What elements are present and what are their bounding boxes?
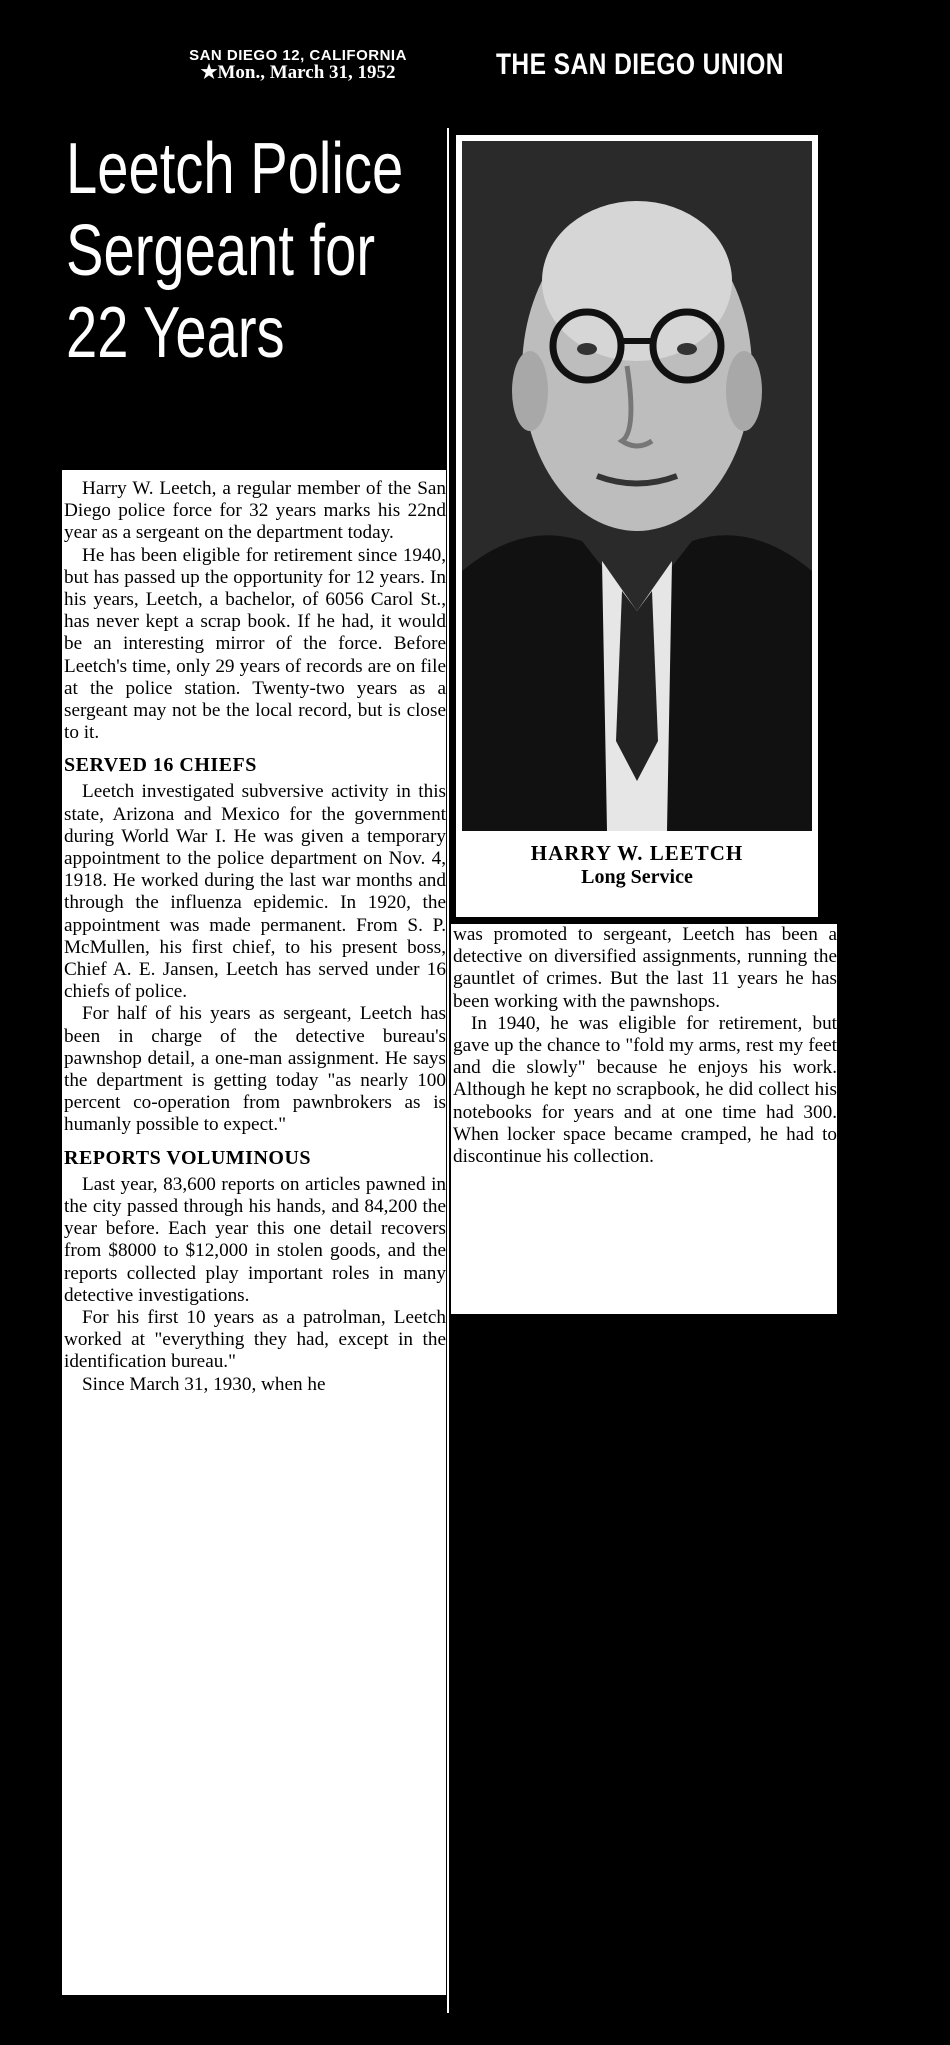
portrait-illustration [462,141,812,831]
article-column-2 [451,924,837,1314]
portrait-photo [456,135,818,890]
column-divider [447,128,449,2013]
dateline [160,48,436,82]
article-paragraph: For his first 10 years as a patrolman, Leetch worked at "everything they had, except in the identification bureau." [64,1306,446,1373]
masthead: THE SAN DIEGO UNION [496,48,784,81]
caption-name: HARRY W. LEETCH [530,841,744,865]
article-paragraph: Leetch investigated subversive activity in this state, Arizona and Mexico for the government during World War I. He was given a temporary appointment to the police department on Nov. 4, 1918. He worked during the last war months and through the influenza epidemic. In 1920, the appointment was made permanent. From S. P. McMullen, his first chief, to his present boss, Chief A. E. Jansen, Leetch has served under 16 chiefs of police. [64,781,446,1003]
article-paragraph: He has been eligible for retirement since 1940, but has passed up the opportunity for 12 years. In his years, Leetch, a bachelor, of 6056 Carol St., has never kept a scrap book. If he had, it would be an interesting mirror of the force. Before Leetch's time, only 29 years of records are on file at the police station. Twenty-two years as a sergeant may not be the local record, but is close to it. [64,544,446,744]
article-subhead: REPORTS VOLUMINOUS [64,1146,312,1169]
headline-line-1: Leetch Police [66,129,404,209]
article-paragraph: For half of his years as sergeant, Leetch has been in charge of the detective bureau's pawnshop detail, a one-man assignment. He says the department is getting today "as nearly 100 percent co-operation from pawnbrokers as is humanly possible to expect." [64,1003,446,1136]
headline [66,128,404,374]
headline-line-2: Sergeant for [66,211,376,291]
article-paragraph: Harry W. Leetch, a regular member of the San Diego police force for 32 years marks his 22nd year as a sergeant on the department today. [64,478,446,544]
article-paragraph: Since March 31, 1930, when he [82,1373,326,1395]
caption-subtitle: Long Service [581,866,693,888]
article-column-1 [62,470,446,1995]
article-paragraph: Last year, 83,600 reports on articles pawned in the city passed through his hands, and 84,200 the year before. Each year this one detail recovers from $8000 to $12,000 in stolen goods, and the reports collected play important roles in many detective investigations. [64,1173,446,1306]
article-subhead: SERVED 16 CHIEFS [64,754,257,777]
article-paragraph: In 1940, he was eligible for retirement, but gave up the chance to "fold my arms, rest my feet and die slowly" because he enjoys his work. Although he kept no scrapbook, he did collect his notebooks for years and at one time had 300. When locker space became cramped, he had to discontinue his collection. [453,1012,837,1168]
photo-caption [456,833,818,917]
portrait-image [462,141,812,831]
headline-line-3: 22 Years [66,293,285,373]
article-paragraph: was promoted to sergeant, Leetch has been a detective on diversified assignments, running the gauntlet of crimes. But the last 11 years he has been working with the pawnshops. [453,924,837,1012]
dateline-date: ★Mon., March 31, 1952 [200,62,396,83]
dateline-city: SAN DIEGO 12, CALIFORNIA [189,47,407,64]
